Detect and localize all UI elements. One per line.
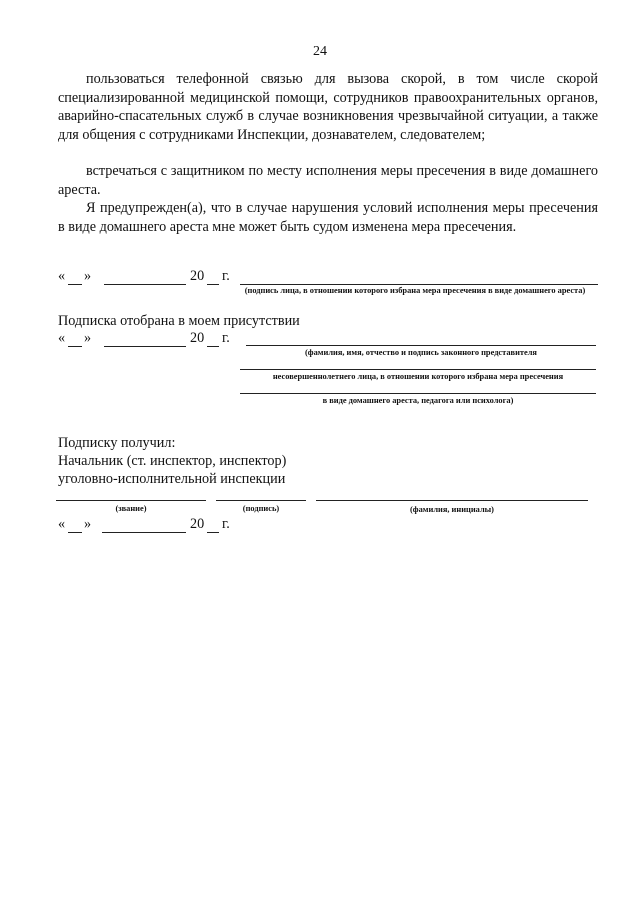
rank-line (56, 500, 206, 501)
inspector-title: Начальник (ст. инспектор, инспектор) (58, 453, 287, 469)
date-quote-close: » (84, 268, 92, 284)
date-quote-open: « (58, 330, 66, 346)
year-prefix: 20 (190, 330, 205, 346)
date-quote-open: « (58, 516, 66, 532)
day-blank-line (68, 346, 82, 347)
year-suffix: г. (222, 268, 230, 284)
year-blank-line (207, 346, 219, 347)
year-suffix: г. (222, 516, 230, 532)
date-quote-close: » (84, 516, 92, 532)
representative-line-1 (246, 345, 596, 346)
signature-caption: (подпись) (242, 504, 280, 513)
representative-line-3 (240, 393, 596, 394)
date-quote-open: « (58, 268, 66, 284)
paragraph-warning (58, 199, 598, 236)
witness-heading: Подписка отобрана в моем присутствии (58, 313, 300, 329)
year-prefix: 20 (190, 516, 205, 532)
name-caption: (фамилия, инициалы) (410, 505, 494, 514)
name-line (316, 500, 588, 501)
signature-caption: (подпись лица, в отношении которого избрана мера пресечения в виде домашнего ареста) (244, 286, 586, 295)
paragraph-defender-meeting (58, 162, 598, 199)
inspection-name: уголовно-исполнительной инспекции (58, 471, 286, 487)
paragraph-text: встречаться с защитником по месту исполнения меры пресечения в виде домашнего ареста. (58, 163, 598, 198)
paragraph-text: Я предупрежден(а), что в случае нарушения условий исполнения меры пресечения в виде домашнего ареста мне может быть судом изменена мера пресечения. (58, 200, 598, 235)
representative-caption-1: (фамилия, имя, отчество и подпись законного представителя (305, 348, 537, 357)
received-heading: Подписку получил: (58, 435, 176, 451)
signature-line (216, 500, 306, 501)
year-prefix: 20 (190, 268, 205, 284)
year-blank-line (207, 284, 219, 285)
rank-caption: (звание) (115, 504, 147, 513)
paragraph-phone-rights (58, 70, 598, 144)
paragraph-text: пользоваться телефонной связью для вызова скорой, в том числе скорой специализированной медицинской помощи, сотрудников правоохранительных органов, аварийно-спасательных служб в случае возникновения чрезвычайной ситуации, а также для общения с сотрудниками Инспекции, дознавателем, следователем; (58, 71, 598, 143)
month-blank-line (102, 532, 186, 533)
month-blank-line (104, 346, 186, 347)
signature-line (240, 284, 598, 285)
representative-line-2 (240, 369, 596, 370)
day-blank-line (68, 532, 82, 533)
date-quote-close: » (84, 330, 92, 346)
day-blank-line (68, 284, 82, 285)
year-suffix: г. (222, 330, 230, 346)
representative-caption-3: в виде домашнего ареста, педагога или психолога) (322, 396, 514, 405)
year-blank-line (207, 532, 219, 533)
page-number: 24 (313, 44, 327, 59)
representative-caption-2: несовершеннолетнего лица, в отношении которого избрана мера пресечения (272, 372, 564, 381)
month-blank-line (104, 284, 186, 285)
